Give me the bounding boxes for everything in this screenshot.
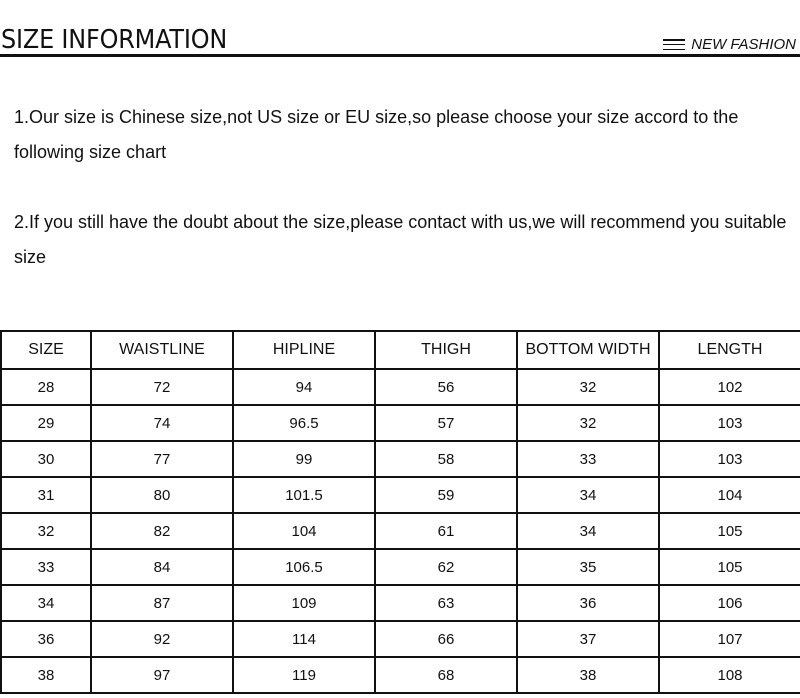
cell-bottom-width: 38 xyxy=(517,657,659,693)
cell-size: 28 xyxy=(1,369,91,405)
table-row xyxy=(1,477,800,513)
cell-waistline: 87 xyxy=(91,585,233,621)
cell-waistline: 74 xyxy=(91,405,233,441)
cell-hipline: 114 xyxy=(233,621,375,657)
cell-length: 106 xyxy=(659,585,800,621)
table-row xyxy=(1,441,800,477)
brand-label: NEW FASHION xyxy=(691,36,796,53)
cell-hipline: 104 xyxy=(233,513,375,549)
cell-hipline: 96.5 xyxy=(233,405,375,441)
cell-size: 36 xyxy=(1,621,91,657)
table-row xyxy=(1,585,800,621)
page-header xyxy=(0,0,800,57)
table-row xyxy=(1,369,800,405)
cell-bottom-width: 32 xyxy=(517,405,659,441)
cell-length: 102 xyxy=(659,369,800,405)
cell-length: 105 xyxy=(659,549,800,585)
cell-thigh: 61 xyxy=(375,513,517,549)
table-row xyxy=(1,657,800,693)
brand xyxy=(663,36,796,53)
cell-hipline: 119 xyxy=(233,657,375,693)
cell-length: 108 xyxy=(659,657,800,693)
cell-length: 103 xyxy=(659,405,800,441)
cell-bottom-width: 36 xyxy=(517,585,659,621)
cell-waistline: 77 xyxy=(91,441,233,477)
cell-hipline: 101.5 xyxy=(233,477,375,513)
cell-length: 107 xyxy=(659,621,800,657)
col-header-bottom-width: BOTTOM WIDTH xyxy=(517,331,659,369)
size-chart-table xyxy=(0,330,800,694)
col-header-hipline: HIPLINE xyxy=(233,331,375,369)
cell-thigh: 63 xyxy=(375,585,517,621)
cell-hipline: 106.5 xyxy=(233,549,375,585)
cell-thigh: 68 xyxy=(375,657,517,693)
col-header-waistline: WAISTLINE xyxy=(91,331,233,369)
cell-waistline: 72 xyxy=(91,369,233,405)
cell-bottom-width: 34 xyxy=(517,513,659,549)
cell-hipline: 109 xyxy=(233,585,375,621)
cell-size: 29 xyxy=(1,405,91,441)
cell-size: 32 xyxy=(1,513,91,549)
cell-size: 33 xyxy=(1,549,91,585)
col-header-length: LENGTH xyxy=(659,331,800,369)
cell-size: 38 xyxy=(1,657,91,693)
size-notes xyxy=(14,100,794,310)
cell-thigh: 62 xyxy=(375,549,517,585)
cell-size: 30 xyxy=(1,441,91,477)
cell-waistline: 84 xyxy=(91,549,233,585)
col-header-thigh: THIGH xyxy=(375,331,517,369)
cell-thigh: 56 xyxy=(375,369,517,405)
cell-hipline: 94 xyxy=(233,369,375,405)
cell-bottom-width: 37 xyxy=(517,621,659,657)
cell-thigh: 59 xyxy=(375,477,517,513)
cell-waistline: 92 xyxy=(91,621,233,657)
cell-thigh: 66 xyxy=(375,621,517,657)
col-header-size: SIZE xyxy=(1,331,91,369)
cell-bottom-width: 35 xyxy=(517,549,659,585)
table-row xyxy=(1,405,800,441)
note-1: 1.Our size is Chinese size,not US size or EU size,so please choose your size accord to the following size chart xyxy=(14,107,739,162)
cell-bottom-width: 33 xyxy=(517,441,659,477)
cell-waistline: 82 xyxy=(91,513,233,549)
menu-icon xyxy=(663,39,685,50)
table-header-row xyxy=(1,331,800,369)
cell-size: 31 xyxy=(1,477,91,513)
cell-length: 105 xyxy=(659,513,800,549)
cell-length: 104 xyxy=(659,477,800,513)
page-title: SIZE INFORMATION xyxy=(1,25,228,55)
cell-hipline: 99 xyxy=(233,441,375,477)
cell-thigh: 58 xyxy=(375,441,517,477)
table-row xyxy=(1,621,800,657)
note-2: 2.If you still have the doubt about the size,please contact with us,we will recommend you suitable size xyxy=(14,212,787,267)
table-row xyxy=(1,549,800,585)
cell-bottom-width: 34 xyxy=(517,477,659,513)
cell-thigh: 57 xyxy=(375,405,517,441)
table-body xyxy=(1,369,800,693)
cell-waistline: 80 xyxy=(91,477,233,513)
cell-bottom-width: 32 xyxy=(517,369,659,405)
table-row xyxy=(1,513,800,549)
cell-waistline: 97 xyxy=(91,657,233,693)
cell-size: 34 xyxy=(1,585,91,621)
cell-length: 103 xyxy=(659,441,800,477)
